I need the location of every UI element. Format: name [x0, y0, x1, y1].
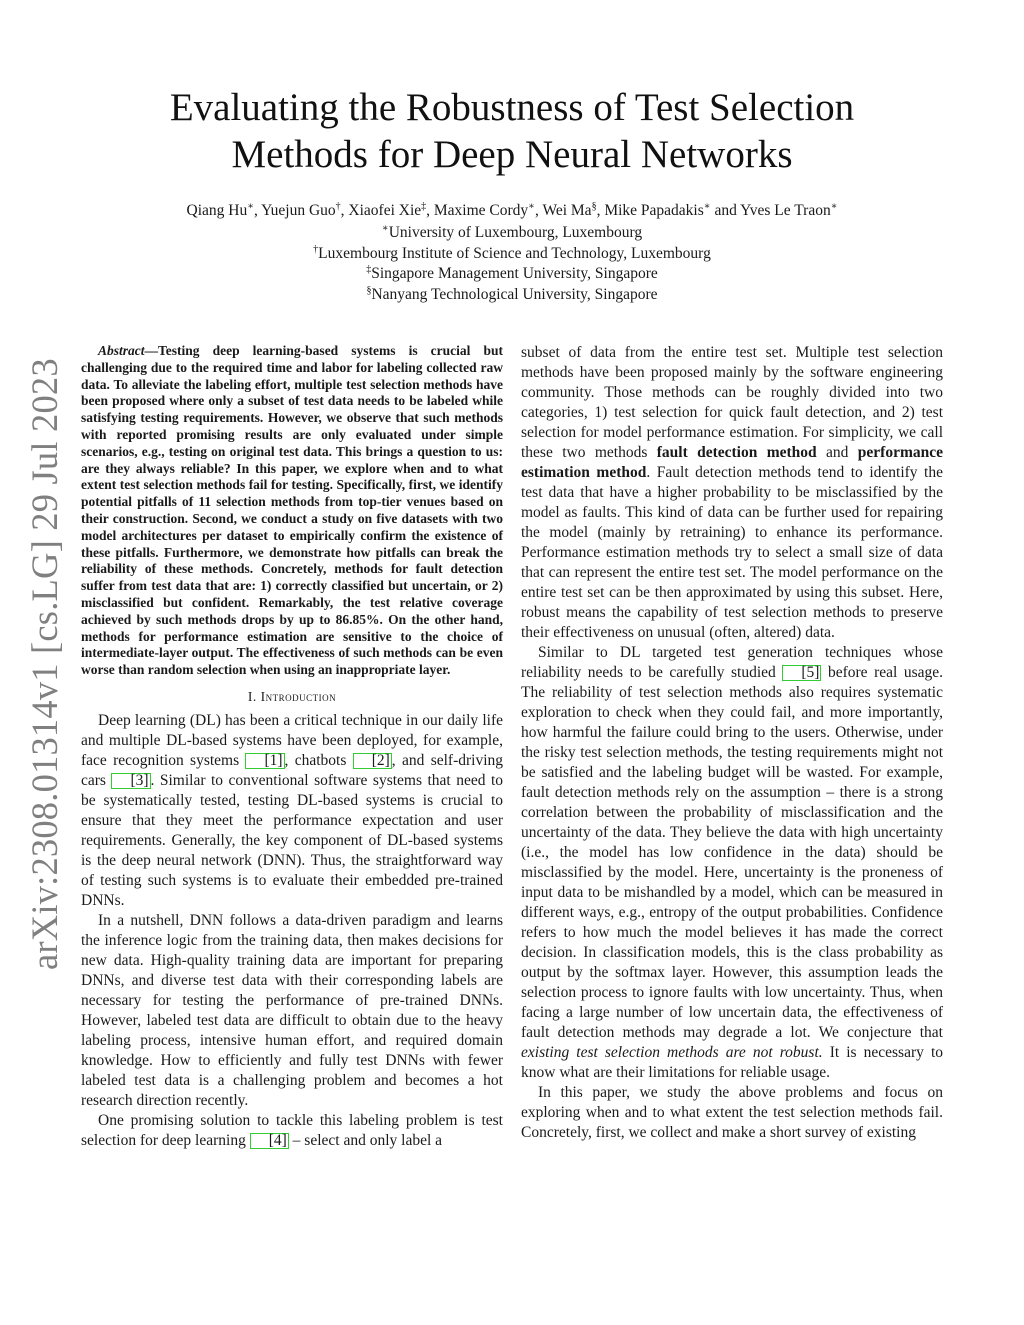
intro-paragraph: In this paper, we study the above problems and focus on exploring when and to what extent the test selection methods fail. Concretely, first, we collect and make a short survey of existing [521, 1084, 943, 1141]
citation-link[interactable]: [4] [250, 1133, 289, 1149]
abstract-label: Abstract [98, 343, 145, 358]
intro-paragraph: Deep learning (DL) has been a critical technique in our daily life and multiple DL-based systems have been deployed, for example, face recognition systems [1] , chatbots [2] , and self-driving cars [3] . Similar to conventional software systems that need to be systematically tested, testing DL-based systems is crucial to ensure that they meet the performance expectation and user requirements. Generally, the key component of DL-based systems is the deep neural network (DNN). Thus, the straightforward way of testing such systems is to evaluate their embedded pre-trained DNNs. [81, 711, 504, 909]
abstract: Abstract—Testing deep learning-based systems is crucial but challenging due to the required time and labor for labeling collected raw data. To alleviate the labeling effort, multiple test selection methods have been proposed where only a subset of test data needs to be labeled while satisfying testing requirements. However, we observe that such methods with reported promising results are only evaluated under simple scenarios, e.g., testing on original test data. This brings a question to us: are they always reliable? In this paper, we explore when and to what extent test selection methods fail for testing. Specifically, first, we identify potential pitfalls of 11 selection methods from top-tier venues based on their construction. Second, we conduct a study on five datasets with two model architectures per dataset to empirically confirm the existence of these pitfalls. Furthermore, we demonstrate how pitfalls can break the reliability of these methods. Concretely, methods for fault detection suffer from test data that are: 1) correctly classified but uncertain, or 2) misclassified but confident. Remarkably, the test relative coverage achieved by such methods drops by up to 86.85%. On the other hand, methods for performance estimation are sensitive to the choice of intermediate-layer output. The effectiveness of such methods can be even worse than random selection when using an inappropriate layer. [81, 343, 503, 678]
citation-link[interactable]: [1] [245, 753, 284, 769]
affiliation: ‡Singapore Management University, Singapore [366, 264, 658, 282]
affiliation-list [0, 223, 1024, 305]
intro-paragraph: Similar to DL targeted test generation techniques whose reliability needs to be carefully studied [5] before real usage. The reliability of test selection methods also requires systematic exploration to check when they could fail, and more importantly, how harmful the failure could bring to the users. Otherwise, under the risky test selection methods, the testing requirements might not be satisfied and the labeling budget will be wasted. For example, fault detection methods rely on the assumption – there is a strong correlation between the probability of misclassification and the uncertainty of the data. They believe the data with high uncertainty (i.e., the model has low confidence in the data) should be misclassified by the model. Here, uncertainty is the proneness of input data to be mishandled by a model, which can be measured in different ways, e.g., entropy of the output probabilities. Confidence refers to how much the model believes it has made the correct decision. In classification models, this is the class probability as output by the softmax layer. However, this assumption leads the selection process to ignore faults with low uncertainty. Thus, when facing a large number of low uncertain data, the effectiveness of fault detection methods may degrade a lot. We conjecture that existing test selection methods are not robust. It is necessary to know what are their limitations for reliable usage. [521, 644, 943, 1081]
intro-paragraph: One promising solution to tackle this labeling problem is test selection for deep learning [4] – select and only label a [81, 1111, 503, 1149]
citation-link[interactable]: [2] [353, 753, 392, 769]
intro-paragraph: subset of data from the entire test set. Multiple test selection methods have been proposed mainly by the software engineering community. Those methods can be roughly divided into two categories, 1) test selection for quick fault detection, and 2) test selection for model performance estimation. For simplicity, we call these two methods fault detection method and performance estimation method. Fault detection methods tend to identify the test data that have a higher probability to be misclassified by the model as faults. This kind of data can be further used for repairing the model (mainly by retraining) to enhance its performance. Performance estimation methods try to select a small size of data that can represent the entire test set. The model performance on the entire test set can be then approximated by using this subset. Here, robust means the capability of test selection methods to preserve their effectiveness on unusual (often, altered) data. [521, 344, 944, 641]
title-line-1: Evaluating the Robustness of Test Selection [169, 86, 855, 129]
citation-link[interactable]: [3] [111, 773, 150, 789]
title-line-2: Methods for Deep Neural Networks [231, 133, 793, 176]
abstract-text: Testing deep learning-based systems is crucial but challenging due to the required time and labor for labeling collected raw data. To alleviate the labeling effort, multiple test selection methods have been proposed where only a subset of test data needs to be labeled while satisfying testing requirements. However, we observe that such methods with reported promising results are only evaluated under simple scenarios, e.g., testing on original test data. This brings a question to us: are they always reliable? In this paper, we explore when and to what extent test selection methods fail for testing. Specifically, first, we identify potential pitfalls of 11 selection methods from top-tier venues based on their construction. Second, we conduct a study on five datasets with two model architectures per dataset to empirically confirm the existence of these pitfalls. Furthermore, we demonstrate how pitfalls can break the reliability of these methods. Concretely, methods for fault detection suffer from test data that are: 1) correctly classified but uncertain, or 2) misclassified but confident. Remarkably, the test relative coverage achieved by such methods drops by up to 86.85%. On the other hand, methods for performance estimation are sensitive to the choice of intermediate-layer output. The effectiveness of such methods can be even worse than random selection when using an inappropriate layer. [81, 343, 503, 678]
citation-link[interactable]: [5] [782, 665, 821, 681]
right-column [521, 343, 943, 1143]
section-heading-introduction: I. Introduction [247, 688, 337, 704]
affiliation: †Luxembourg Institute of Science and Technology, Luxembourg [313, 243, 711, 262]
paper-title [0, 84, 1024, 178]
affiliation: §Nanyang Technological University, Singapore [366, 284, 658, 303]
intro-paragraph: In a nutshell, DNN follows a data-driven paradigm and learns the inference logic from the training data, then makes decisions for new data. High-quality training data are important for preparing DNNs, and diverse test data with their corresponding labels are necessary for testing the performance of pre-trained DNNs. However, labeled test data are difficult to obtain due to the heavy labeling process, intensive human effort, and required domain knowledge. How to efficiently and fully test DNNs with fewer labeled test data is a challenging problem and becomes a hot research direction recently. [81, 911, 503, 1109]
left-column [81, 343, 503, 1151]
arxiv-identifier-stamp: arXiv:2308.01314v1 [cs.LG] 29 Jul 2023 [24, 358, 65, 970]
author-list: Qiang Hu∗, Yuejun Guo†, Xiaofei Xie‡, Maxime Cordy∗, Wei Ma§, Mike Papadakis∗ and Yves Le Traon∗ [186, 201, 838, 219]
affiliation: ∗University of Luxembourg, Luxembourg [381, 223, 643, 241]
